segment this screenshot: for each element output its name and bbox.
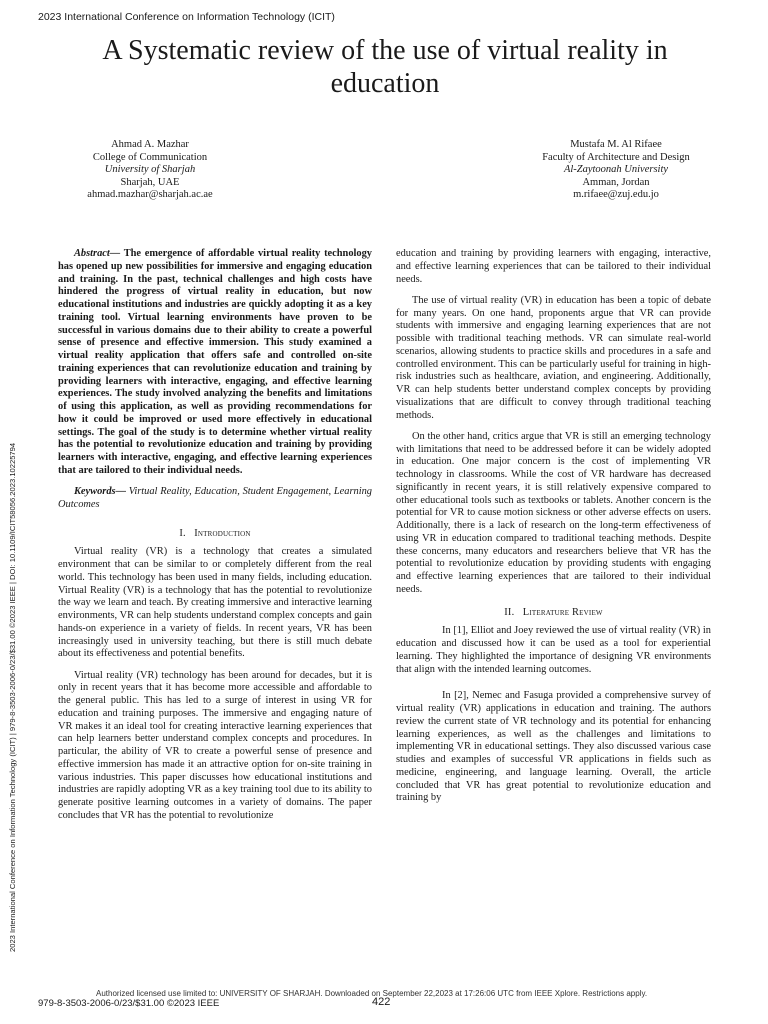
literature-paragraph-1: In [1], Elliot and Joey reviewed the use of virtual reality (VR) in education and discussed how it can be used as a tool for experiential learning. They highlighted the importance of designing VR environments that align with the intended learning outcomes. [396, 625, 711, 675]
paper-title [40, 34, 730, 100]
abstract [58, 248, 372, 478]
keywords-label: Keywords— [74, 486, 126, 497]
abstract-label: Abstract— [74, 248, 121, 259]
author-name: Ahmad A. Mazhar [111, 139, 189, 150]
section-heading-literature-review [396, 607, 711, 620]
section-title: Literature Review [522, 606, 603, 618]
title-line-2: education [330, 68, 440, 99]
author-department: College of Communication [92, 151, 208, 163]
license-notice: Authorized licensed use limited to: UNIVERSITY OF SHARJAH. Downloaded on September 22,2023 at 17:26:06 UTC from IEEE Xplore. Restrictions apply. [96, 989, 648, 998]
section-number: I. [179, 527, 186, 539]
author-email: m.rifaee@zuj.edu.jo [573, 189, 659, 200]
intro-paragraph-3: The use of virtual reality (VR) in education has been a topic of debate for many years. On one hand, proponents argue that VR can provide students with immersive and engaging learning experiences that are not possible with traditional teaching methods. VR can simulate real-world scenarios, allowing students to practice skills and procedures in a safe and controlled environment. This can be particularly useful for training in high-risk industries such as healthcare, aviation, and engineering. Additionally, VR can help students better understand complex concepts by providing visualizations that are difficult to convey through traditional teaching methods. [396, 294, 711, 421]
author-name: Mustafa M. Al Rifaee [570, 139, 662, 150]
isbn-footer: 979-8-3503-2006-0/23/$31.00 ©2023 IEEE [38, 998, 220, 1009]
keywords-text: Virtual Reality, Education, Student Engagement, Learning Outcomes [58, 486, 372, 510]
author-department: Faculty of Architecture and Design [542, 151, 690, 163]
page-number: 422 [372, 996, 391, 1008]
author-location: Sharjah, UAE [120, 176, 180, 188]
literature-paragraph-2: In [2], Nemec and Fasuga provided a comprehensive survey of virtual reality (VR) applications in education and training. The authors review the current state of VR technology and its potential for enhancing learning experiences, as well as the challenges and limitations to implementing VR in educational settings. They also discussed various case studies and examples of successful VR applications in fields such as medicine, engineering, and language learning. Overall, the article concluded that VR has great potential to revolutionize education and training by [396, 690, 711, 804]
abstract-text: The emergence of affordable virtual reality technology has opened up new possibilities for immersive and engaging education and training. In the past, technical challenges and high costs have hindered the progress of virtual reality in education, but now educational institutions and industries are quickly adopting it as a key training tool. Virtual learning environments have proven to be successful in various domains due to their ability to create a powerful sense of presence and effective immersion. This study examined a virtual reality application that offers safe and controlled on-site training experiences that can revolutionize education and training by providing learners with interactive, engaging, and effective learning experiences. The study involved analyzing the benefits and limitations of using this application, as well as providing recommendations for how it could be improved or used more effectively in educational settings. The goal of the study is to determine whether virtual reality has the potential to revolutionize education and training by providing learners with interactive, engaging, and effective learning experiences that are tailored to their individual needs. [58, 248, 372, 476]
intro-continuation: education and training by providing learners with engaging, interactive, and effective learning experiences that can be tailored to their individual needs. [396, 248, 711, 285]
author-university: Al-Zaytoonah University [563, 164, 669, 175]
author-block-2 [486, 139, 746, 202]
intro-paragraph-1: Virtual reality (VR) is a technology that creates a simulated environment that can be similar to or completely different from the real world. This technology has been used in many fields, including education. Virtual Reality (VR) is a technology that has the potential to revolutionize the way we learn and teach. By creating immersive and interactive learning environments, VR can help students understand complex concepts and gain hands-on experience in a variety of fields. In recent years, VR has been increasingly used in university teaching, but there is still much debate about its effectiveness and potential benefits. [58, 546, 372, 660]
left-column [58, 248, 372, 831]
keywords [58, 486, 372, 512]
author-location: Amman, Jordan [582, 176, 650, 188]
section-number: II. [504, 606, 515, 618]
title-line-1: A Systematic review of the use of virtual reality in [102, 35, 668, 66]
conference-header: 2023 International Conference on Information Technology (ICIT) [38, 11, 335, 23]
intro-paragraph-4: On the other hand, critics argue that VR is still an emerging technology with limitations that need to be addressed before it can be widely adopted in education. One major concern is the cost of implementing VR technology in classrooms. While the cost of VR hardware has decreased significantly in recent years, it is still relatively expensive compared to other educational tools such as textbooks or tablets. Another concern is the potential for VR to cause motion sickness or other adverse effects on users. Additionally, there is a lack of research on the long-term effectiveness of using VR in education compared to traditional teaching methods. Despite these concerns, many educators and researchers believe that VR has the potential to revolutionize education by providing students with engaging and effective learning experiences that are tailored to their individual needs. [396, 430, 711, 595]
section-title: Introduction [194, 527, 251, 539]
author-university: University of Sharjah [104, 164, 196, 175]
intro-paragraph-2: Virtual reality (VR) technology has been around for decades, but it is only in recent years that it has become more accessible and affordable to the general public. This has led to a surge of interest in using VR for education and training purposes. The immersive and engaging nature of VR makes it an ideal tool for creating interactive learning experiences that can help learners better understand complex concepts and procedures. In particular, the ability of VR to create a powerful sense of presence and effective immersion has made it an attractive option for on-site training in various industries. This paper discusses how educational institutions and industries are rapidly adopting VR as a key training tool due to its ability to generate positive learning outcomes in a variety of domains. The paper concludes that VR has the potential to revolutionize [58, 669, 372, 821]
section-heading-introduction [58, 528, 372, 541]
right-column [396, 248, 711, 814]
author-block-1 [20, 139, 280, 202]
side-doi-text: 2023 International Conference on Information Technology (ICIT) | 979-8-3503-2006-0/23/$31.00 ©2023 IEEE | DOI: 10.1109/ICIT58056.2023.10225794 [8, 442, 17, 952]
author-email: ahmad.mazhar@sharjah.ac.ae [87, 189, 213, 200]
